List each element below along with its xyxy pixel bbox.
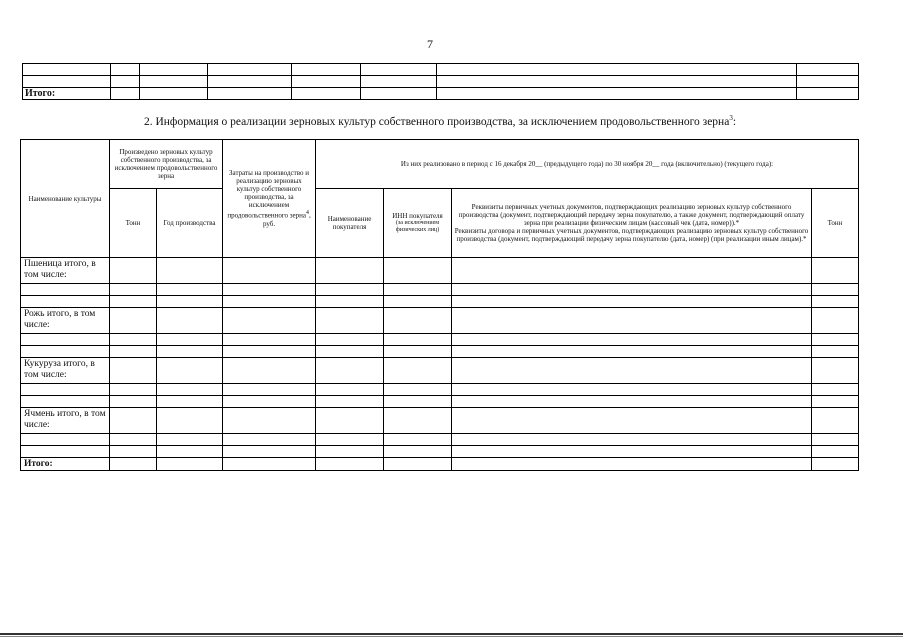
crop-row-barley bbox=[21, 408, 859, 434]
header-costs-suffix: , руб. bbox=[262, 211, 311, 228]
table-row bbox=[21, 284, 859, 296]
section-title-text: 2. Информация о реализации зерновых культур собственного производства, за исключением продовольственного зерна bbox=[143, 115, 730, 128]
header-row-1 bbox=[21, 140, 859, 189]
table-row bbox=[21, 396, 859, 408]
header-inn bbox=[384, 189, 452, 258]
total-row bbox=[23, 88, 859, 100]
header-docs-1: Реквизиты первичных учетных документов, подтверждающих реализацию зерновых культур собственного производства (документ, подтверждающий передачу зерна покупателю, а также документ, подтверждающий оплату зерна при реализации физическим лицам (кассовый чек (дата, номер)).* bbox=[458, 203, 805, 227]
section-title-footnote: 3 bbox=[729, 114, 733, 122]
header-costs bbox=[223, 140, 316, 258]
table-row bbox=[21, 446, 859, 458]
header-sold-period: Из них реализовано в период с 16 декабря 20__ (предыдущего года) по 30 ноября 20__ года (включительно) (текущего года): bbox=[316, 140, 859, 189]
scan-edge-line bbox=[0, 633, 903, 635]
crop-label-wheat: Пшеница итого, в том числе: bbox=[21, 258, 110, 284]
total-label: Итого: bbox=[21, 458, 110, 471]
scan-edge-line bbox=[0, 636, 903, 637]
header-buyer-name: Наименование покупателя bbox=[316, 189, 384, 258]
header-costs-footnote: 4 bbox=[306, 210, 309, 217]
sales-info-table bbox=[20, 139, 859, 471]
table-row bbox=[21, 296, 859, 308]
crop-row-rye bbox=[21, 308, 859, 334]
header-tons-sold: Тонн bbox=[812, 189, 859, 258]
crop-row-wheat bbox=[21, 258, 859, 284]
crop-row-corn bbox=[21, 358, 859, 384]
total-label: Итого: bbox=[23, 88, 111, 100]
section-title bbox=[22, 114, 858, 128]
table-row bbox=[23, 76, 859, 88]
header-documents bbox=[452, 189, 812, 258]
header-inn-text: ИНН покупателя bbox=[392, 212, 443, 220]
crop-label-barley: Ячмень итого, в том числе: bbox=[21, 408, 110, 434]
crop-label-rye: Рожь итого, в том числе: bbox=[21, 308, 110, 334]
table-row bbox=[21, 434, 859, 446]
table-row bbox=[21, 384, 859, 396]
table-row bbox=[21, 334, 859, 346]
crop-label-corn: Кукуруза итого, в том числе: bbox=[21, 358, 110, 384]
header-docs-2: Реквизиты договора и первичных учетных документов, подтверждающих реализацию зерновых культур собственного производства (документ, подтверждающий передачу зерна покупателю (дата, номер) (при реализации иным лицам).* bbox=[454, 227, 809, 243]
header-produced: Произведено зерновых культур собственного производства, за исключением продовольственного зерна bbox=[110, 140, 223, 189]
header-row-2 bbox=[21, 189, 859, 258]
total-row bbox=[21, 458, 859, 471]
header-tons: Тонн bbox=[110, 189, 157, 258]
header-crop-name: Наименование культуры bbox=[21, 140, 110, 258]
previous-section-table bbox=[22, 63, 859, 100]
header-costs-text: Затраты на производство и реализацию зерновых культур собственного производства, за исключением продовольственного зерна bbox=[227, 169, 309, 220]
table-row bbox=[21, 346, 859, 358]
section-title-suffix: : bbox=[732, 115, 737, 128]
header-inn-note: (за исключением физических лиц) bbox=[395, 220, 440, 233]
page-number: 7 bbox=[427, 37, 433, 51]
header-year: Год производства bbox=[157, 189, 223, 258]
table-row bbox=[23, 64, 859, 76]
